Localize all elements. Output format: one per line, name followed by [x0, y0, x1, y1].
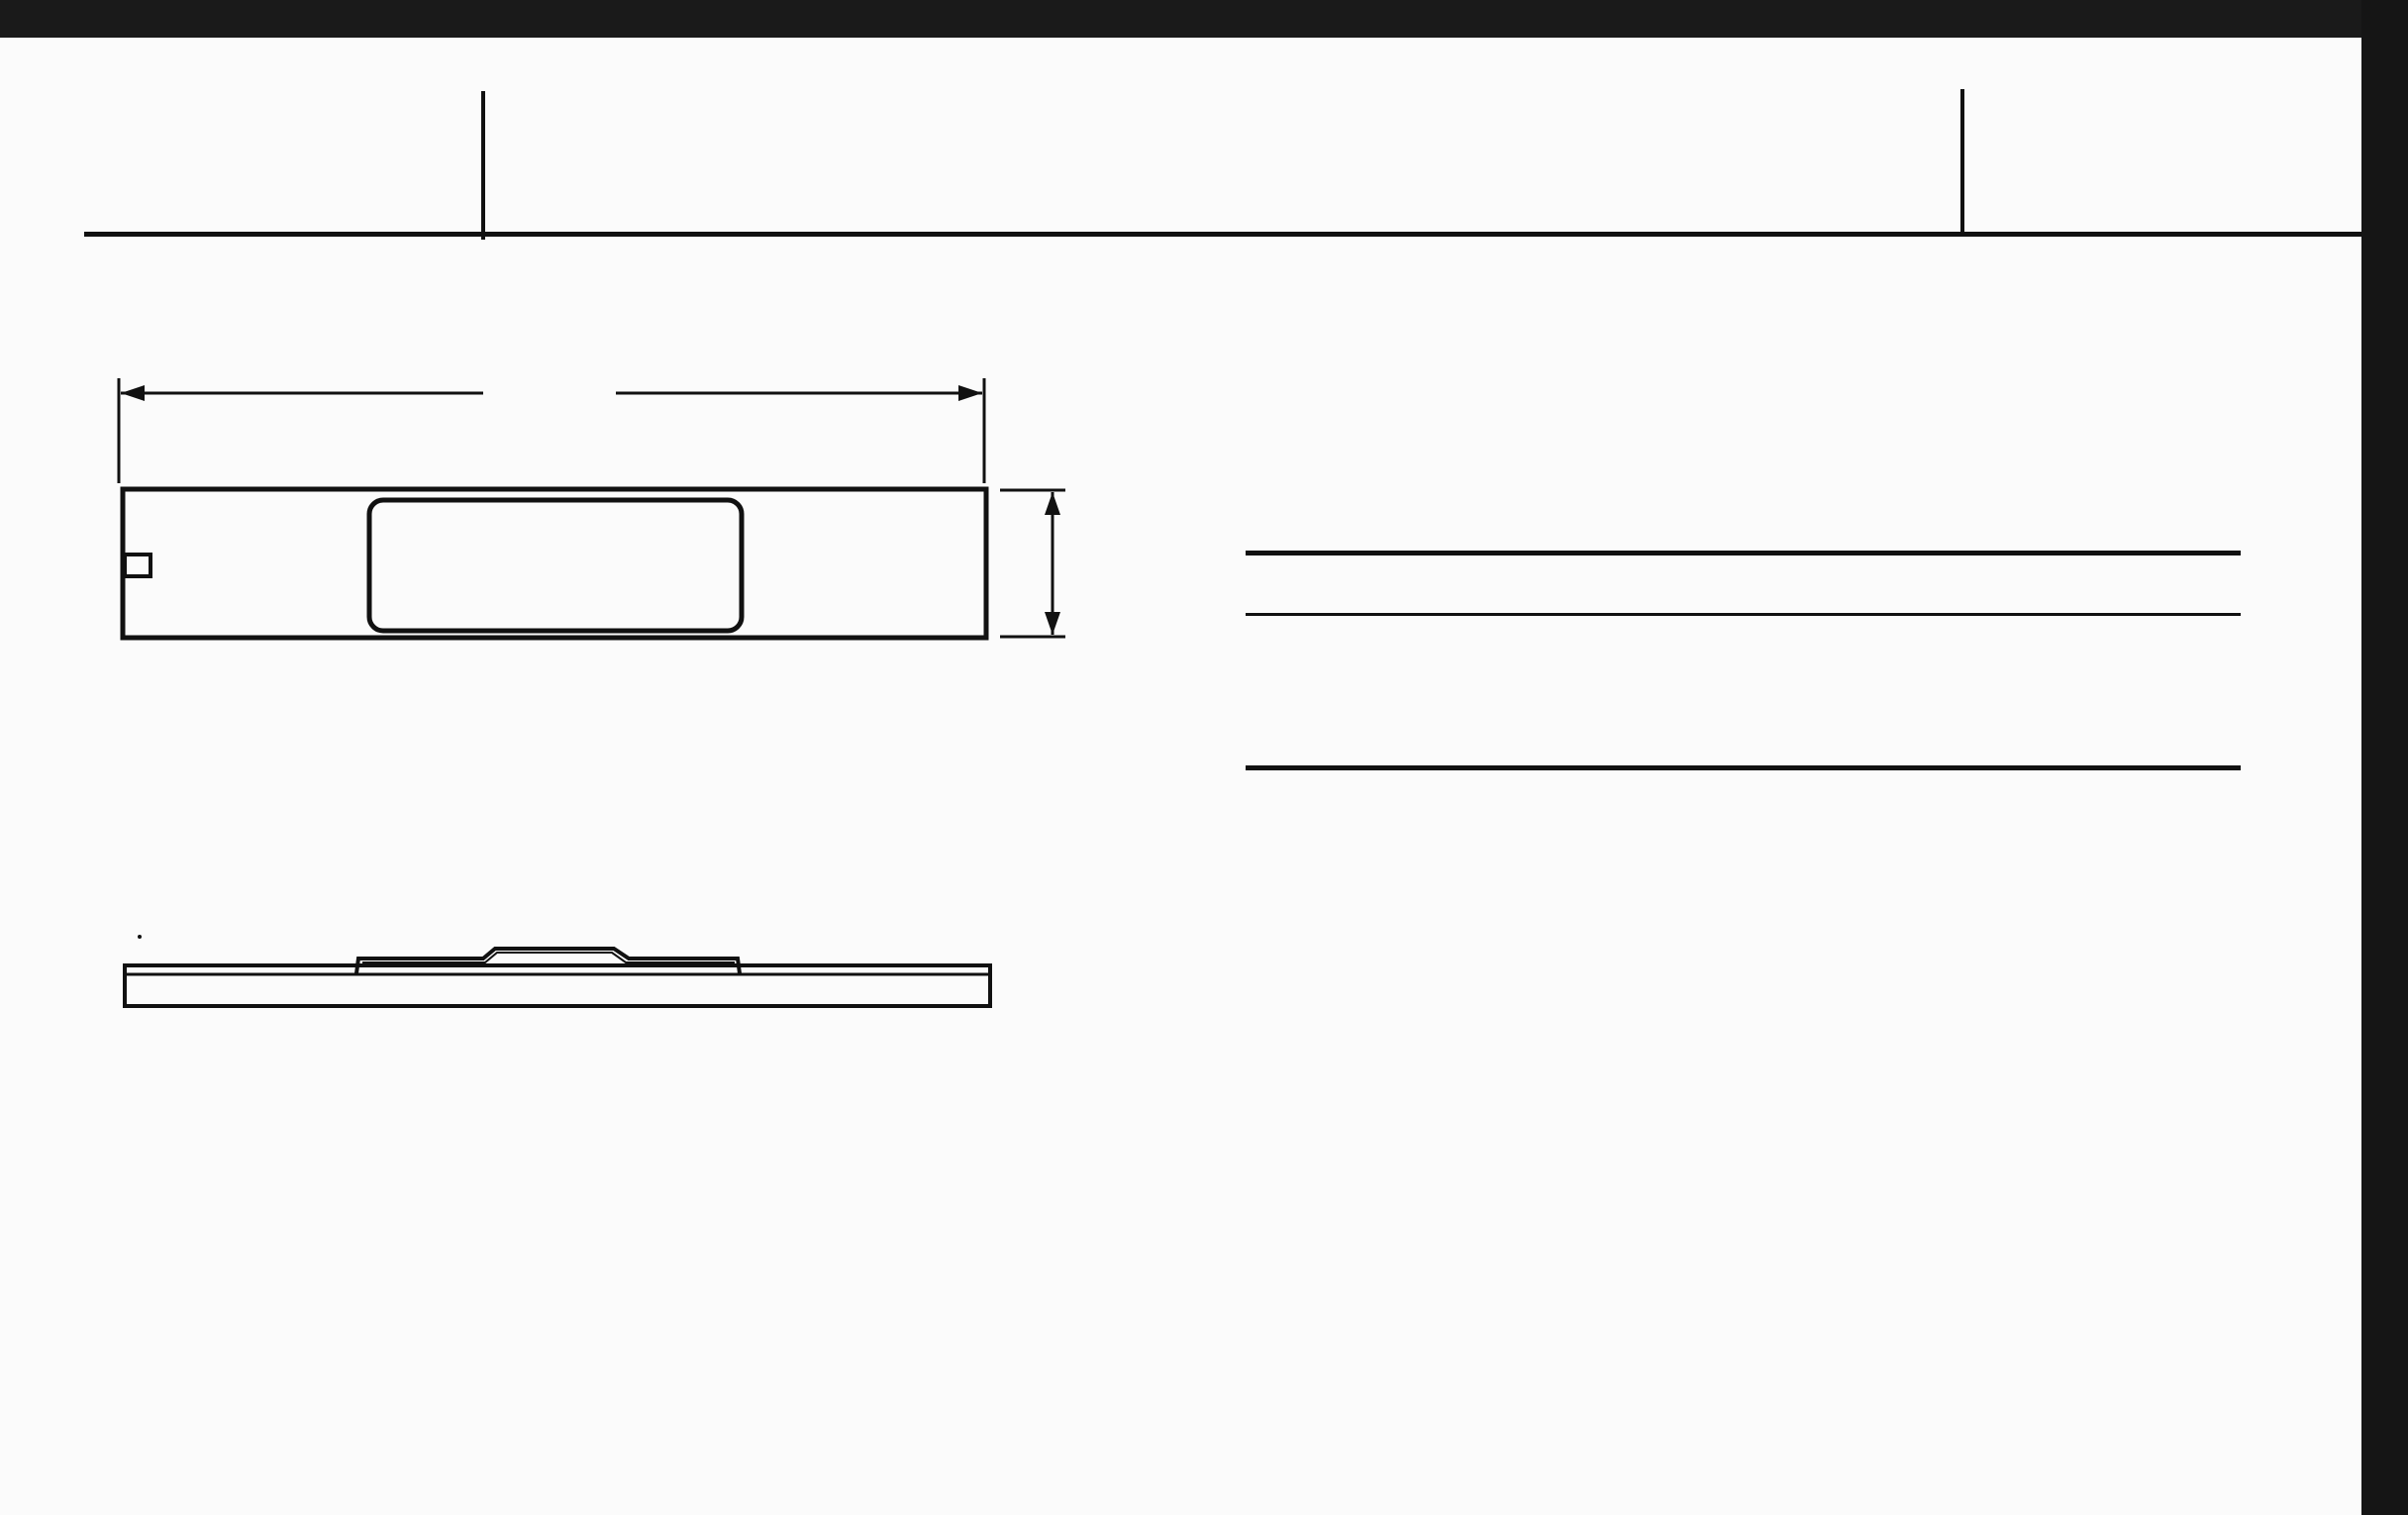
table-row: [1246, 693, 2241, 728]
pin1-notch: [125, 555, 150, 576]
table-header-row: [1246, 556, 2241, 613]
table-row: [1246, 728, 2241, 762]
table-header-rule: [1246, 613, 2241, 616]
ratings-table: [1246, 551, 2241, 770]
description: [1176, 259, 2313, 268]
side-view: [125, 935, 990, 1006]
top-view: [119, 378, 1065, 638]
table-row: [1246, 624, 2241, 658]
side-body: [125, 965, 990, 1006]
table-row: [1246, 658, 2241, 693]
chip-window: [369, 500, 742, 631]
scan-speck: [138, 935, 142, 939]
table-bottom-rule: [1246, 765, 2241, 770]
